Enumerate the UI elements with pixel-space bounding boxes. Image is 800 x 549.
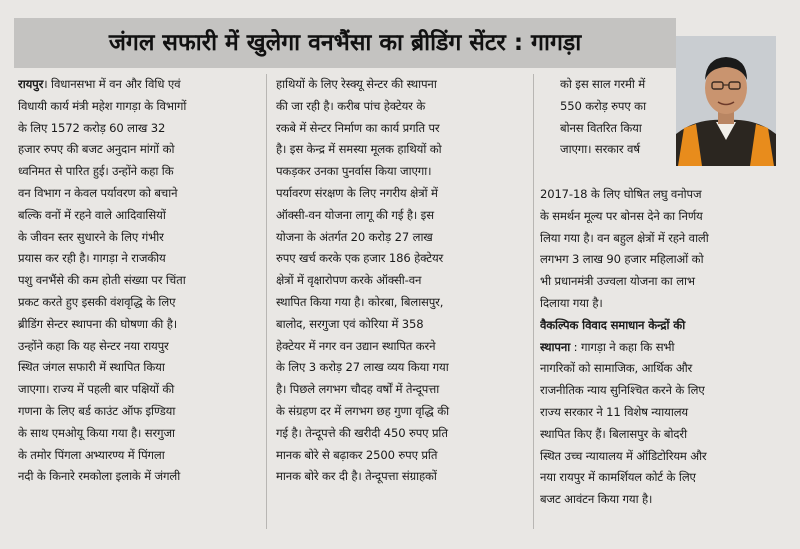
text-line: ब्रीडिंग सेन्टर स्थापना की घोषणा की है। bbox=[18, 316, 177, 331]
text-line: पर्यावरण संरक्षण के लिए नगरीय क्षेत्रों में bbox=[276, 185, 438, 200]
text-line: लगभग 3 लाख 90 हजार महिलाओं को bbox=[540, 252, 704, 267]
text-line: के लिए 1572 करोड़ 60 लाख 32 bbox=[18, 120, 166, 135]
text-line: गणना के लिए बर्ड काउंट ऑफ इण्डिया bbox=[18, 403, 176, 418]
text-line: रकबे में सेन्टर निर्माण का कार्य प्रगति पर bbox=[276, 120, 440, 135]
text-line: दिलाया गया है। bbox=[540, 295, 603, 310]
subheading-end: स्थापना bbox=[540, 339, 571, 354]
text-line: राजनीतिक न्याय सुनिश्चित करने के लिए bbox=[540, 383, 705, 398]
text-line: है। इस केन्द्र में समस्या मूलक हाथियों को bbox=[276, 142, 442, 157]
text-line: 550 करोड़ रुपए का bbox=[560, 98, 646, 113]
dateline: रायपुर bbox=[18, 77, 44, 91]
text-line: स्थापना : गागड़ा ने कहा कि सभी bbox=[540, 339, 675, 354]
article-column-1 bbox=[18, 74, 260, 488]
text-line: प्रकट करते हुए इसकी वंशवृद्धि के लिए bbox=[18, 294, 176, 309]
text-line: उन्होंने कहा कि यह सेन्टर नया रायपुर bbox=[18, 338, 169, 353]
text-line: नागरिकों को सामाजिक, आर्थिक और bbox=[540, 361, 693, 376]
text-line: गई है। तेन्दूपत्ते की खरीदी 450 रुपए प्रति bbox=[276, 425, 448, 440]
text-line: 2017-18 के लिए घोषित लघु वनोपज bbox=[540, 187, 702, 201]
text-line: जाएगा। राज्य में पहली बार पक्षियों की bbox=[18, 382, 175, 397]
text-line: पशु वनभैंसे की कम होती संख्या पर चिंता bbox=[18, 273, 186, 288]
headline: जंगल सफारी में खुलेगा वनभैंसा का ब्रीडिंग सेंटर : गागड़ा bbox=[14, 18, 676, 68]
text-line: नया रायपुर में कामर्शियल कोर्ट के लिए bbox=[540, 470, 696, 485]
text-line: हाथियों के लिए रेस्क्यू सेन्टर की स्थापना bbox=[276, 77, 437, 91]
text-line: बालोद, सरगुजा एवं कोरिया में 358 bbox=[276, 316, 424, 331]
text-line: भी प्रधानमंत्री उज्वला योजना का लाभ bbox=[540, 274, 695, 289]
text-line: स्थित उच्च न्यायालय में ऑडिटोरियम और bbox=[540, 448, 707, 463]
text-line: पकड़कर उनका पुनर्वास किया जाएगा। bbox=[276, 164, 432, 179]
subheading: वैकल्पिक विवाद समाधान केन्द्रों की bbox=[540, 317, 686, 332]
text-line: हजार रुपए की बजट अनुदान मांगों को bbox=[18, 142, 175, 157]
text-line: जाएगा। सरकार वर्ष bbox=[560, 142, 640, 157]
text-line: के समर्थन मूल्य पर बोनस देने का निर्णय bbox=[540, 208, 703, 223]
text-line: के लिए 3 करोड़ 27 लाख व्यय किया गया bbox=[276, 360, 449, 375]
text-line: बजट आवंटन किया गया है। bbox=[540, 492, 653, 507]
text-line: के तमोर पिंगला अभ्यारण्य में पिंगला bbox=[18, 447, 165, 462]
text-line: ऑक्सी-वन योजना लागू की गई है। इस bbox=[276, 207, 434, 222]
text-line: राज्य सरकार ने 11 विशेष न्यायालय bbox=[540, 404, 688, 419]
text-line: मानक बोरे से बढ़ाकर 2500 रुपए प्रति bbox=[276, 447, 438, 462]
text-line: प्रयास कर रही है। गागड़ा ने राजकीय bbox=[18, 251, 166, 266]
text-line: के जीवन स्तर सुधारने के लिए गंभीर bbox=[18, 229, 164, 244]
column-rule bbox=[533, 74, 534, 529]
text-line: बोनस वितरित किया bbox=[560, 120, 642, 135]
text-line: स्थापित किए हैं। बिलासपुर के बोदरी bbox=[540, 426, 687, 441]
text-line: मानक बोरे कर दी है। तेन्दूपत्ता संग्राहकों bbox=[276, 469, 437, 484]
text-line: के संग्रहण दर में लगभग छह गुणा वृद्धि की bbox=[276, 403, 449, 418]
article-column-3 bbox=[540, 184, 790, 511]
text-line: स्थित जंगल सफारी में स्थापित किया bbox=[18, 360, 165, 375]
text-line: हेक्टेयर में नगर वन उद्यान स्थापित करने bbox=[276, 338, 436, 353]
text-line: रायपुर। विधानसभा में वन और विधि एवं bbox=[18, 77, 181, 91]
text-line: है। पिछले लगभग चौदह वर्षों में तेन्दूपत्ता bbox=[276, 382, 440, 397]
text-line: नदी के किनारे रमकोला इलाके में जंगली bbox=[18, 469, 181, 484]
column-rule bbox=[266, 74, 267, 529]
text-line: क्षेत्रों में वृक्षारोपण करके ऑक्सी-वन bbox=[276, 273, 422, 288]
text-line: विधायी कार्य मंत्री महेश गागड़ा के विभागों bbox=[18, 98, 187, 113]
article-column-3-top bbox=[560, 74, 672, 161]
text-line: स्थापित किया गया है। कोरबा, बिलासपुर, bbox=[276, 294, 444, 309]
portrait-image bbox=[676, 36, 776, 166]
article-column-2 bbox=[276, 74, 526, 488]
text-line: की जा रही है। करीब पांच हेक्टेयर के bbox=[276, 98, 426, 113]
text-line: योजना के अंतर्गत 20 करोड़ 27 लाख bbox=[276, 229, 433, 244]
text-line: को इस साल गरमी में bbox=[560, 77, 646, 91]
text-line: वन विभाग न केवल पर्यावरण को बचाने bbox=[18, 185, 178, 200]
text-line: रुपए खर्च करके एक हजार 186 हेक्टेयर bbox=[276, 251, 444, 266]
text-line: के साथ एमओयू किया गया है। सरगुजा bbox=[18, 425, 175, 440]
text-line: ध्वनिमत से पारित हुई। उन्होंने कहा कि bbox=[18, 164, 174, 179]
text-line: बल्कि वनों में रहने वाले आदिवासियों bbox=[18, 207, 166, 222]
minister-photo bbox=[676, 36, 776, 166]
text-line: लिया गया है। वन बहुल क्षेत्रों में रहने वाली bbox=[540, 230, 709, 245]
